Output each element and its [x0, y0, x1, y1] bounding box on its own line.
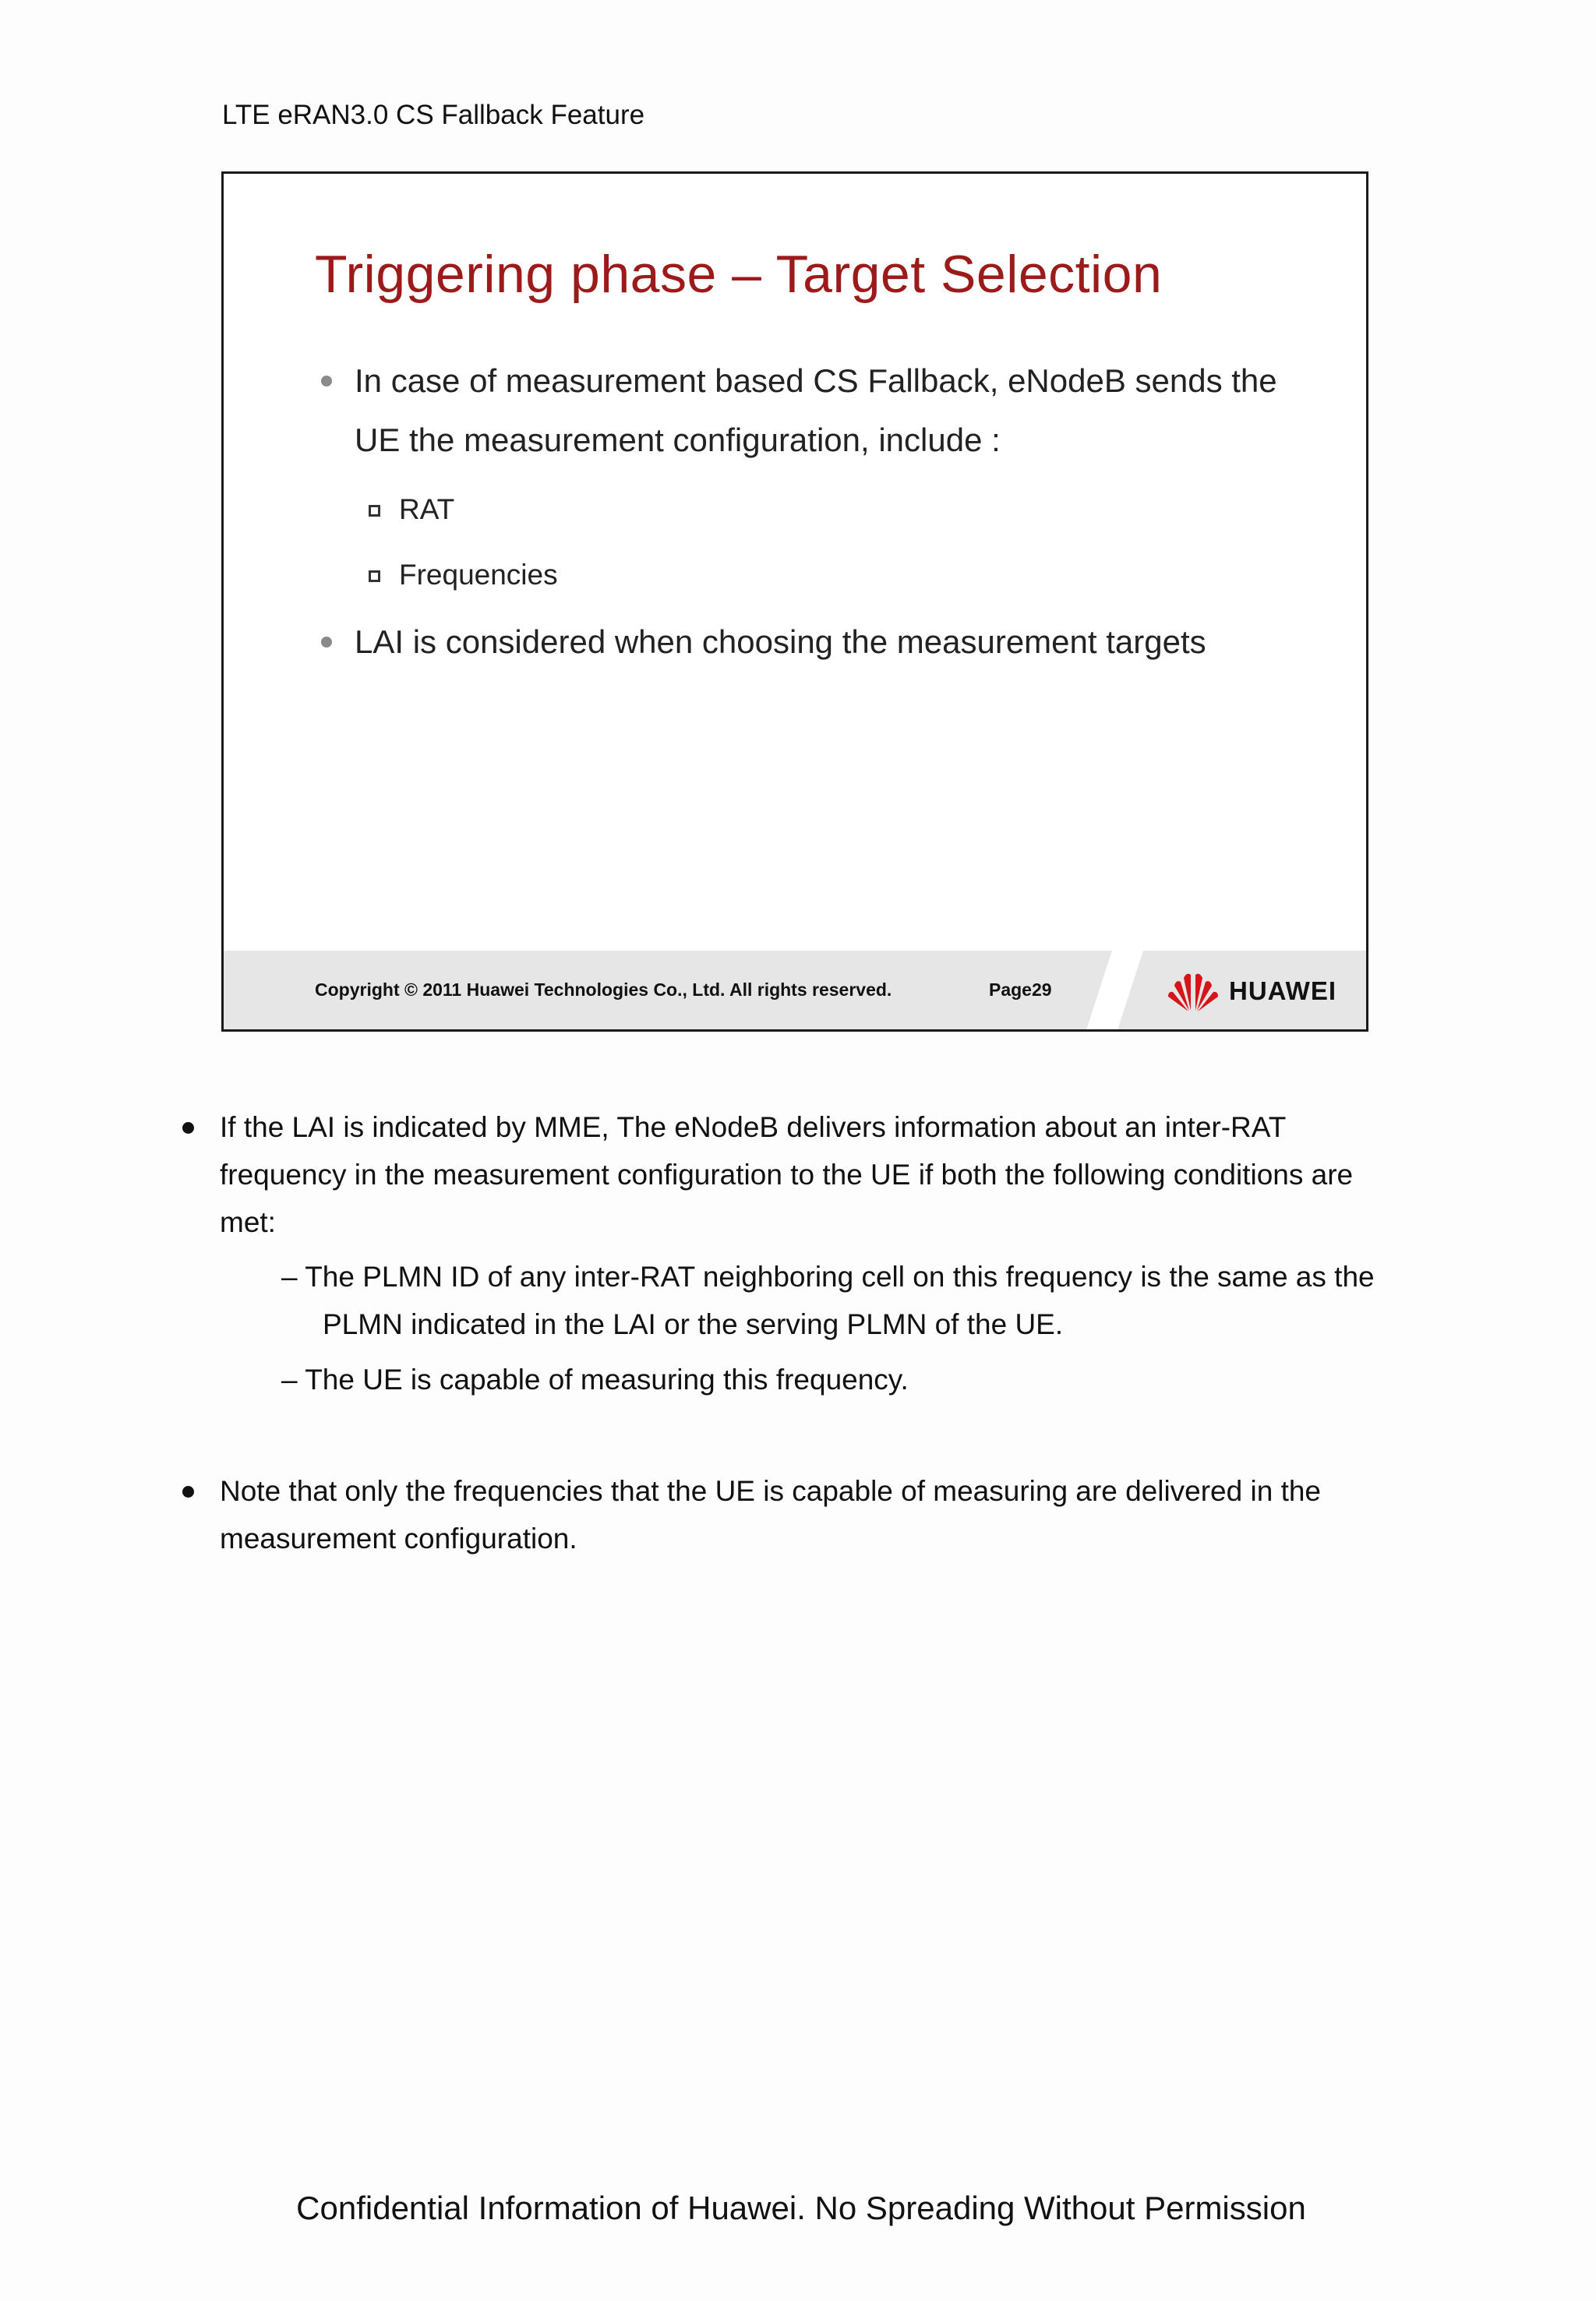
bullet-dot-icon	[182, 1486, 194, 1498]
huawei-logo-icon	[1167, 970, 1220, 1012]
footer-divider	[1086, 951, 1143, 1029]
slide-bullet-2	[355, 612, 1321, 672]
footer-copyright: Copyright © 2011 Huawei Technologies Co., Ltd. All rights reserved.	[315, 979, 892, 1000]
huawei-logo	[1167, 969, 1336, 1013]
bullet-dot-icon	[321, 637, 332, 648]
slide-sub-bullet-frequencies	[399, 556, 558, 595]
slide-title: Triggering phase – Target Selection	[315, 245, 1163, 304]
document-header: LTE eRAN3.0 CS Fallback Feature	[222, 100, 645, 130]
slide-sub-bullet-rat	[399, 490, 454, 529]
slide-frame	[221, 171, 1368, 1032]
notes-bullet-1	[220, 1103, 1420, 1246]
condition-item-1-line-2: PLMN indicated in the LAI or the serving PLMN of the UE.	[323, 1308, 1064, 1340]
notes-bullet-1-line-2: frequency in the measurement configuration to the UE if both the following conditions are	[220, 1159, 1354, 1191]
slide-sub-bullet-label: Frequencies	[399, 559, 558, 591]
notes-bullet-1-line-1: If the LAI is indicated by MME, The eNodeB delivers information about an inter-RAT	[220, 1111, 1287, 1143]
slide-bullet-1-line-1: In case of measurement based CS Fallback, eNodeB sends the	[355, 362, 1277, 399]
slide-footer	[224, 951, 1366, 1029]
footer-page-number: Page29	[989, 979, 1052, 1000]
slide-bullet-2-line-1: LAI is considered when choosing the measurement targets	[355, 623, 1206, 660]
slide-bullet-1-line-2: UE the measurement configuration, include :	[355, 422, 1001, 458]
slide-bullet-1	[355, 351, 1321, 470]
notes-bullet-2-line-2: measurement configuration.	[220, 1523, 577, 1555]
square-bullet-icon	[369, 570, 380, 582]
square-bullet-icon	[369, 505, 380, 517]
slide-sub-bullet-label: RAT	[399, 493, 455, 525]
logo-wordmark: HUAWEI	[1229, 976, 1336, 1005]
condition-item-1	[281, 1253, 1411, 1348]
condition-item-2	[281, 1356, 1411, 1403]
notes-bullet-2	[220, 1467, 1420, 1562]
bullet-dot-icon	[321, 376, 332, 386]
notes-bullet-2-line-1: Note that only the frequencies that the UE is capable of measuring are delivered in the	[220, 1475, 1322, 1507]
condition-item-1-line-1: – The PLMN ID of any inter-RAT neighboring cell on this frequency is the same as the	[281, 1261, 1375, 1293]
confidential-footer: Confidential Information of Huawei. No Spreading Without Permission	[296, 2190, 1306, 2226]
condition-item-2-line-1: – The UE is capable of measuring this frequency.	[281, 1364, 909, 1396]
notes-bullet-1-line-3: met:	[220, 1206, 276, 1238]
bullet-dot-icon	[182, 1122, 194, 1134]
